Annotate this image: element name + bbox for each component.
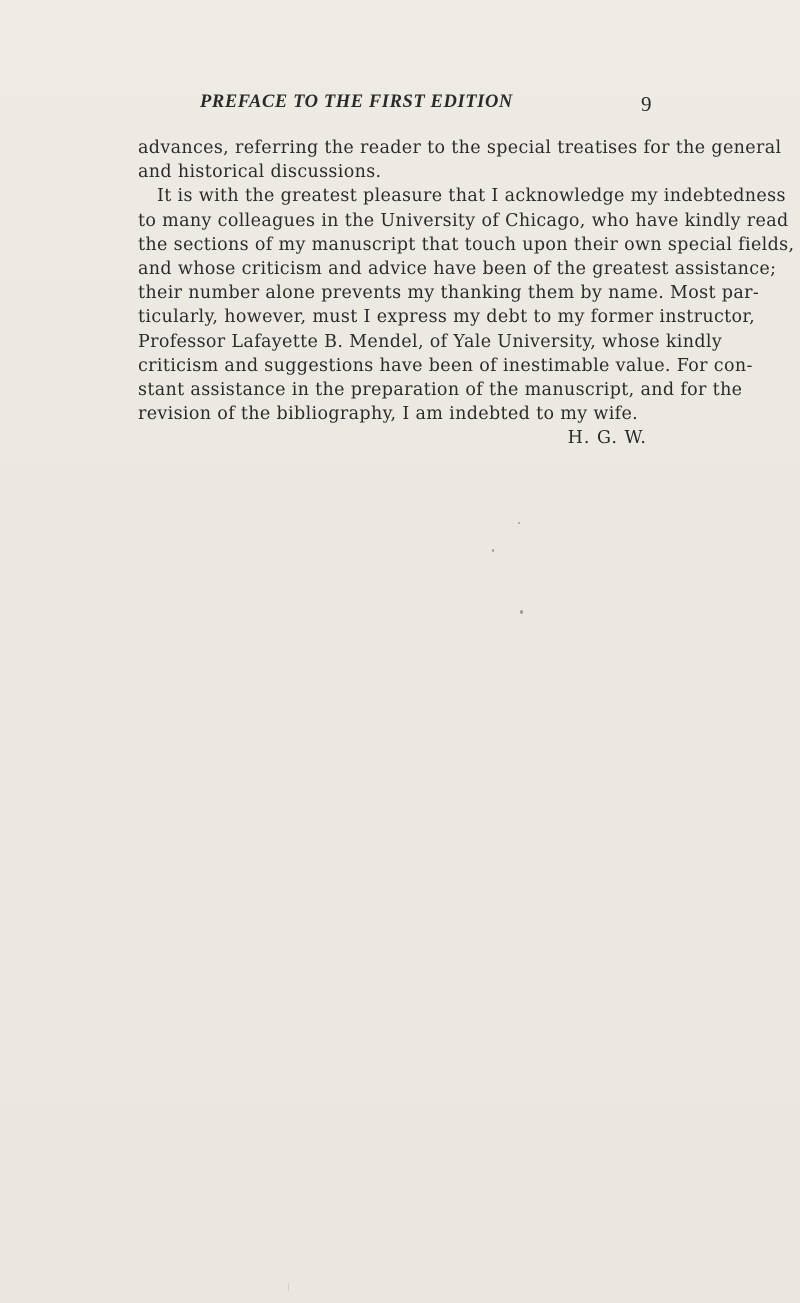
running-head: PREFACE TO THE FIRST EDITION [200, 92, 513, 112]
text-line: revision of the bibliography, I am indebted to my wife. [138, 404, 639, 425]
preface-text [138, 136, 795, 451]
paper-speck [520, 610, 523, 614]
text-line: their number alone prevents my thanking them by name. Most par- [138, 283, 760, 304]
text-line: It is with the greatest pleasure that I acknowledge my indebtedness [157, 186, 786, 207]
text-line: and historical discussions. [138, 162, 382, 183]
text-line: to many colleagues in the University of Chicago, who have kindly read [138, 210, 789, 231]
signature: H. G. W. [567, 428, 647, 449]
paper-speck [492, 549, 494, 552]
paper-speck [288, 1283, 289, 1291]
text-line: advances, referring the reader to the special treatises for the general [138, 138, 782, 158]
text-line: and whose criticism and advice have been of the greatest assistance; [138, 259, 777, 280]
paper-speck [518, 522, 520, 524]
page-number: 9 [641, 92, 652, 116]
text-line: stant assistance in the preparation of the manuscript, and for the [138, 380, 743, 401]
text-line: Professor Lafayette B. Mendel, of Yale University, whose kindly [138, 331, 723, 352]
text-line: criticism and suggestions have been of inestimable value. For con- [138, 355, 753, 376]
text-line: the sections of my manuscript that touch upon their own special fields, [138, 234, 795, 255]
text-line: ticularly, however, must I express my debt to my former instructor, [138, 307, 756, 328]
